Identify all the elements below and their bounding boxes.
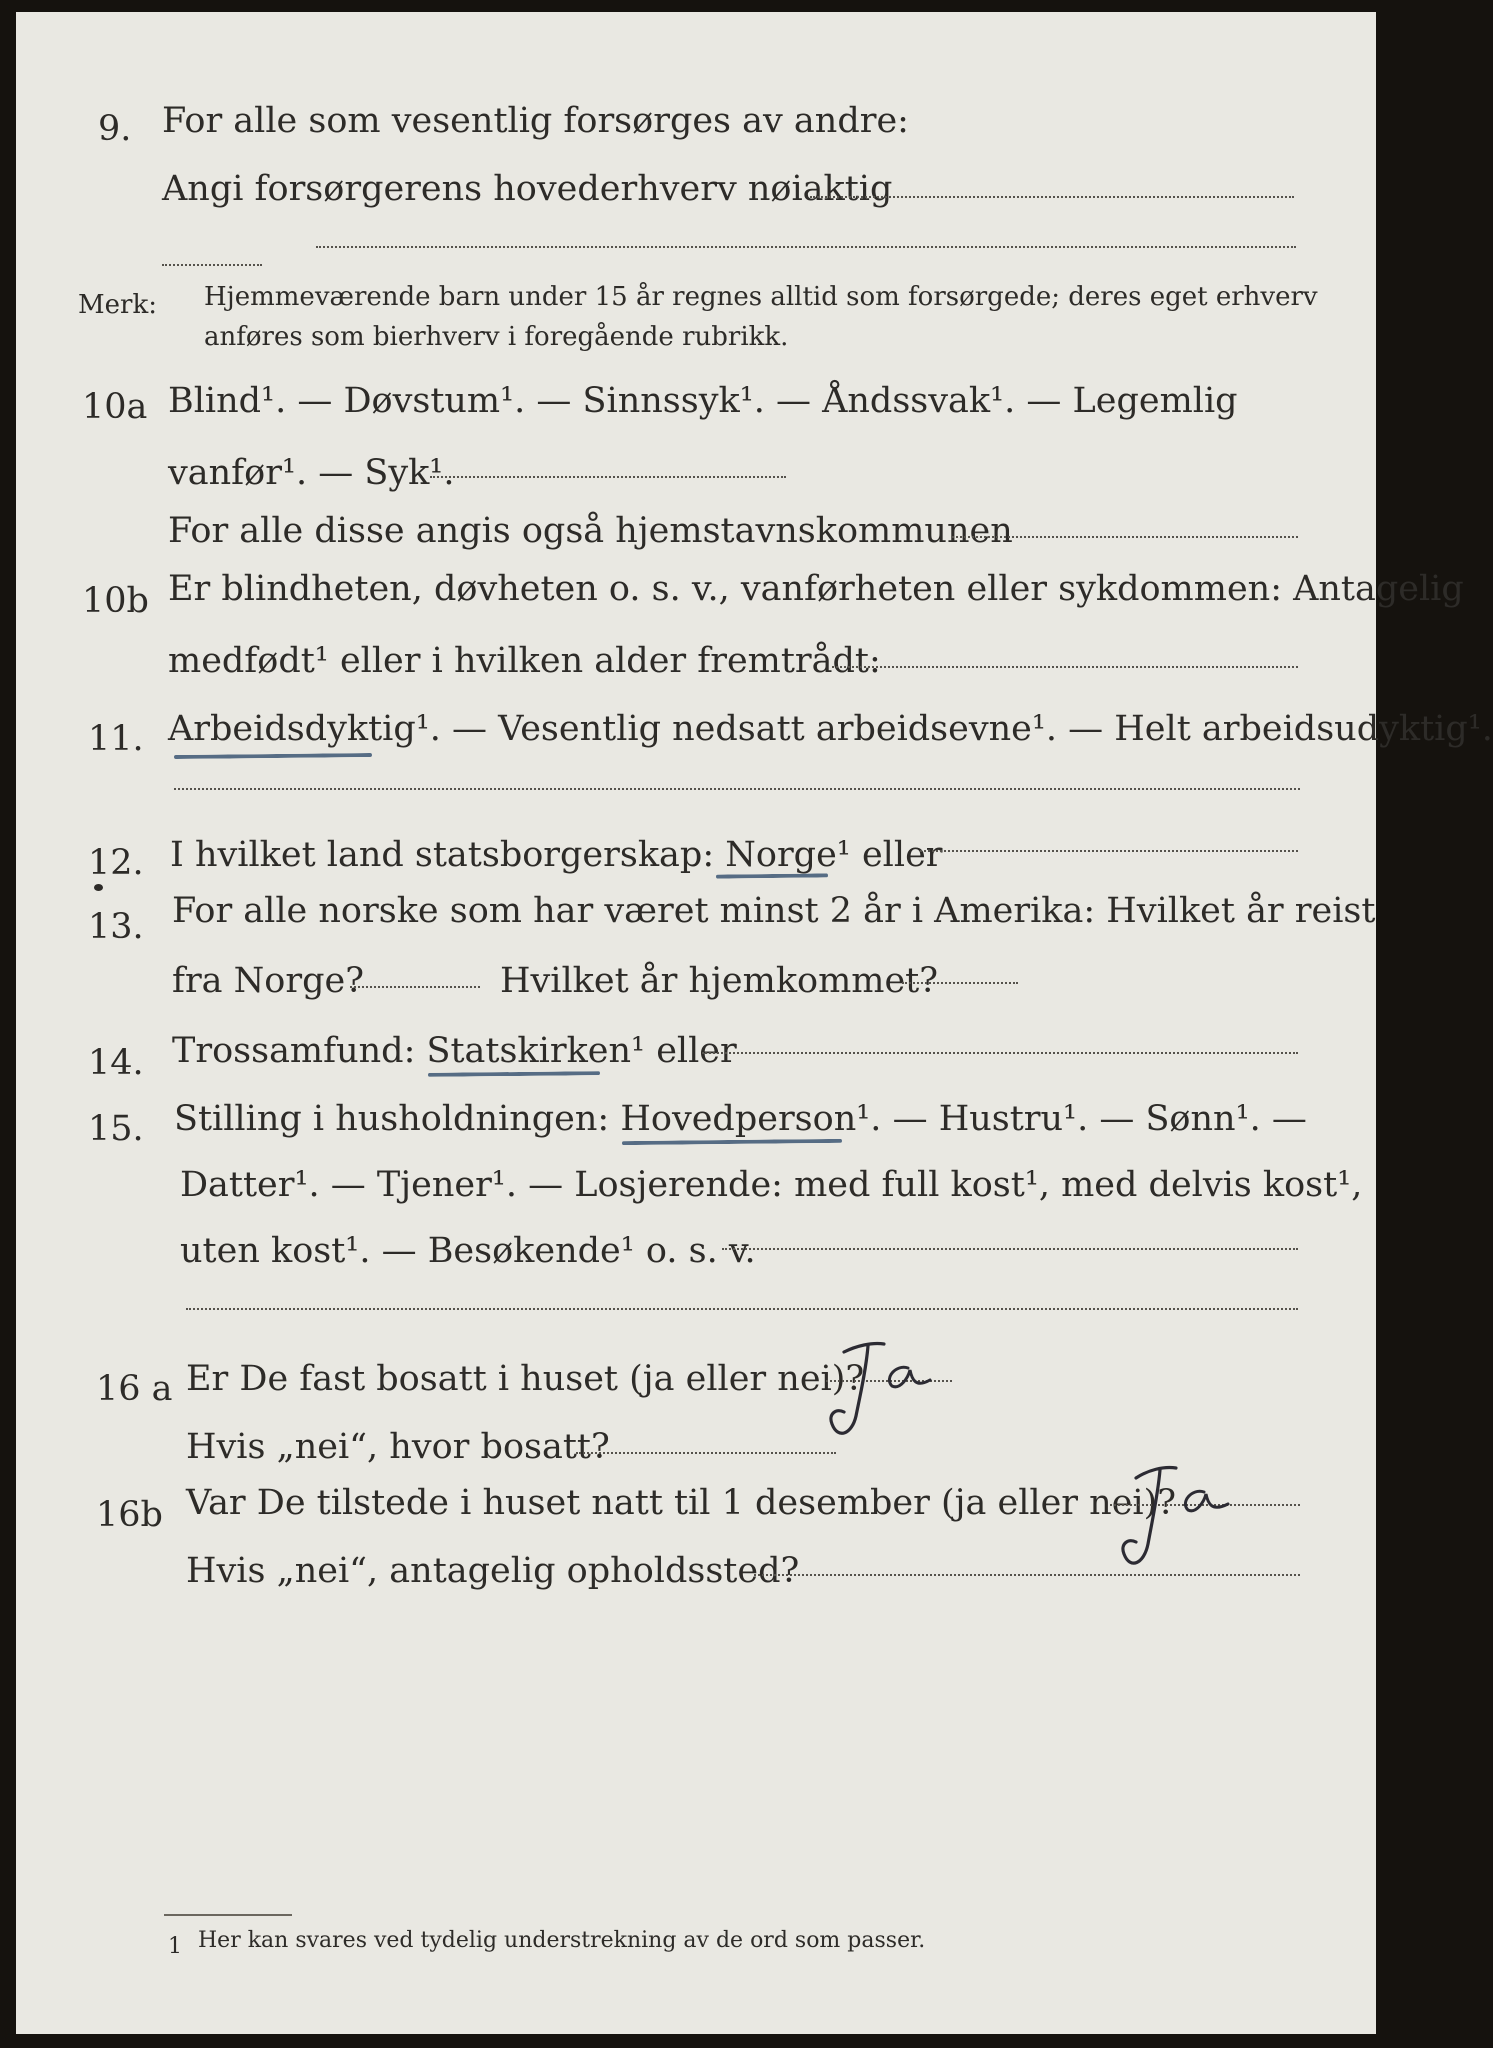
q10a-home-municipality-field[interactable] [952, 536, 1298, 538]
q15-lead: Stilling i husholdningen: [174, 1099, 610, 1139]
q13-number: 13. [88, 907, 144, 947]
q10b-line1: Er blindheten, døvheten o. s. v., vanførheten eller sykdommen: Antagelig [168, 569, 1464, 609]
q9-line2: Angi forsørgerens hovederhverv nøiaktig [162, 169, 893, 209]
footnote-mark: 1 [168, 1934, 182, 1959]
q11-rest: . — Vesentlig nedsatt arbeidsevne¹. — Helt arbeidsudyktig¹. [429, 709, 1493, 749]
q10b-line2: medfødt¹ eller i hvilken alder fremtrådt: [168, 641, 881, 681]
q16a-where-field[interactable] [576, 1452, 836, 1454]
q15-number: 15. [88, 1109, 144, 1149]
q9-line1: For alle som vesentlig forsørges av andre: [162, 101, 909, 141]
q12-number: 12. [88, 843, 144, 883]
q14-number: 14. [88, 1043, 144, 1083]
q10a-line3: For alle disse angis også hjemstavnskommunen [168, 511, 1013, 551]
q13-year-returned-field[interactable] [902, 982, 1018, 984]
merk-line1: Hjemmeværende barn under 15 år regnes alltid som forsørgede; deres eget erhverv [204, 282, 1318, 312]
q16a-number: 16 a [96, 1369, 173, 1409]
q14-rest: eller [656, 1031, 737, 1071]
q16b-line2: Hvis „nei“, antagelig opholdssted? [186, 1551, 800, 1591]
q11-underline-mark [174, 753, 372, 759]
q16b-whereabouts-field[interactable] [754, 1574, 1300, 1576]
footnote-rule [164, 1914, 292, 1916]
q12-underline-mark [716, 873, 828, 878]
q13-line2b: Hvilket år hjemkommet? [500, 961, 939, 1001]
q9-answer-field-2b[interactable] [316, 246, 1296, 248]
q14-underline-mark [428, 1071, 600, 1077]
q16a-line1: Er De fast bosatt i huset (ja eller nei)? [186, 1359, 865, 1399]
merk-line2: anføres som bierhverv i foregående rubrikk. [204, 322, 789, 352]
q11-answer-field[interactable] [174, 788, 1300, 790]
q16b-line1: Var De tilstede i huset natt til 1 desember (ja eller nei)? [186, 1483, 1177, 1523]
q11-line [168, 709, 1493, 749]
q16b-number: 16b [96, 1495, 163, 1535]
q10b-age-field[interactable] [832, 666, 1298, 668]
footnote-text: Her kan svares ved tydelig understrekning av de ord som passer. [198, 1928, 926, 1953]
q13-year-left-field[interactable] [350, 986, 480, 988]
q15-option-hovedperson[interactable]: Hovedperson¹. [620, 1099, 882, 1139]
q14-faith-field[interactable] [702, 1052, 1298, 1054]
q12-rest: eller [861, 835, 943, 875]
q9-answer-field-2a[interactable] [162, 264, 262, 266]
q11-option-arbeidsdyktig[interactable]: Arbeidsdyktig¹ [168, 709, 430, 749]
q15-answer-field-2[interactable] [186, 1308, 1298, 1310]
q9-number: 9. [98, 109, 132, 149]
q15-line3: uten kost¹. — Besøkende¹ o. s. v. [180, 1231, 756, 1271]
q10a-line1: Blind¹. — Døvstum¹. — Sinnssyk¹. — Åndssvak¹. — Legemlig [168, 381, 1238, 421]
q15-underline-mark [622, 1139, 842, 1145]
q15-line1 [174, 1099, 1307, 1139]
q16b-handwritten-answer [1102, 1452, 1252, 1576]
q15-line2: Datter¹. — Tjener¹. — Losjerende: med full kost¹, med delvis kost¹, [180, 1165, 1363, 1205]
census-form-page [16, 12, 1493, 2034]
q12-lead: I hvilket land statsborgerskap: [170, 835, 715, 875]
q11-number: 11. [88, 719, 144, 759]
q16a-handwritten-answer [816, 1334, 956, 1446]
q12-country-field[interactable] [920, 850, 1298, 852]
q12-line [170, 835, 943, 875]
q10a-line2: vanfør¹. — Syk¹. [168, 453, 455, 493]
q15-answer-field[interactable] [722, 1248, 1298, 1250]
ink-dot [94, 884, 103, 891]
q14-line [172, 1031, 737, 1071]
q13-line1: For alle norske som har været minst 2 år i Amerika: Hvilket år reist [172, 891, 1376, 931]
q14-option-statskirken[interactable]: Statskirken¹ [426, 1031, 646, 1071]
q14-lead: Trossamfund: [172, 1031, 416, 1071]
q16a-line2: Hvis „nei“, hvor bosatt? [186, 1427, 610, 1467]
q10b-number: 10b [82, 581, 149, 621]
q15-rest1: — Hustru¹. — Sønn¹. — [892, 1099, 1307, 1139]
q12-option-norge[interactable]: Norge¹ [725, 835, 851, 875]
q10a-sick-field[interactable] [430, 476, 786, 478]
merk-label: Merk: [78, 290, 157, 320]
q9-answer-field[interactable] [810, 196, 1294, 198]
q10a-number: 10a [82, 387, 148, 427]
q13-line2a: fra Norge? [172, 961, 364, 1001]
